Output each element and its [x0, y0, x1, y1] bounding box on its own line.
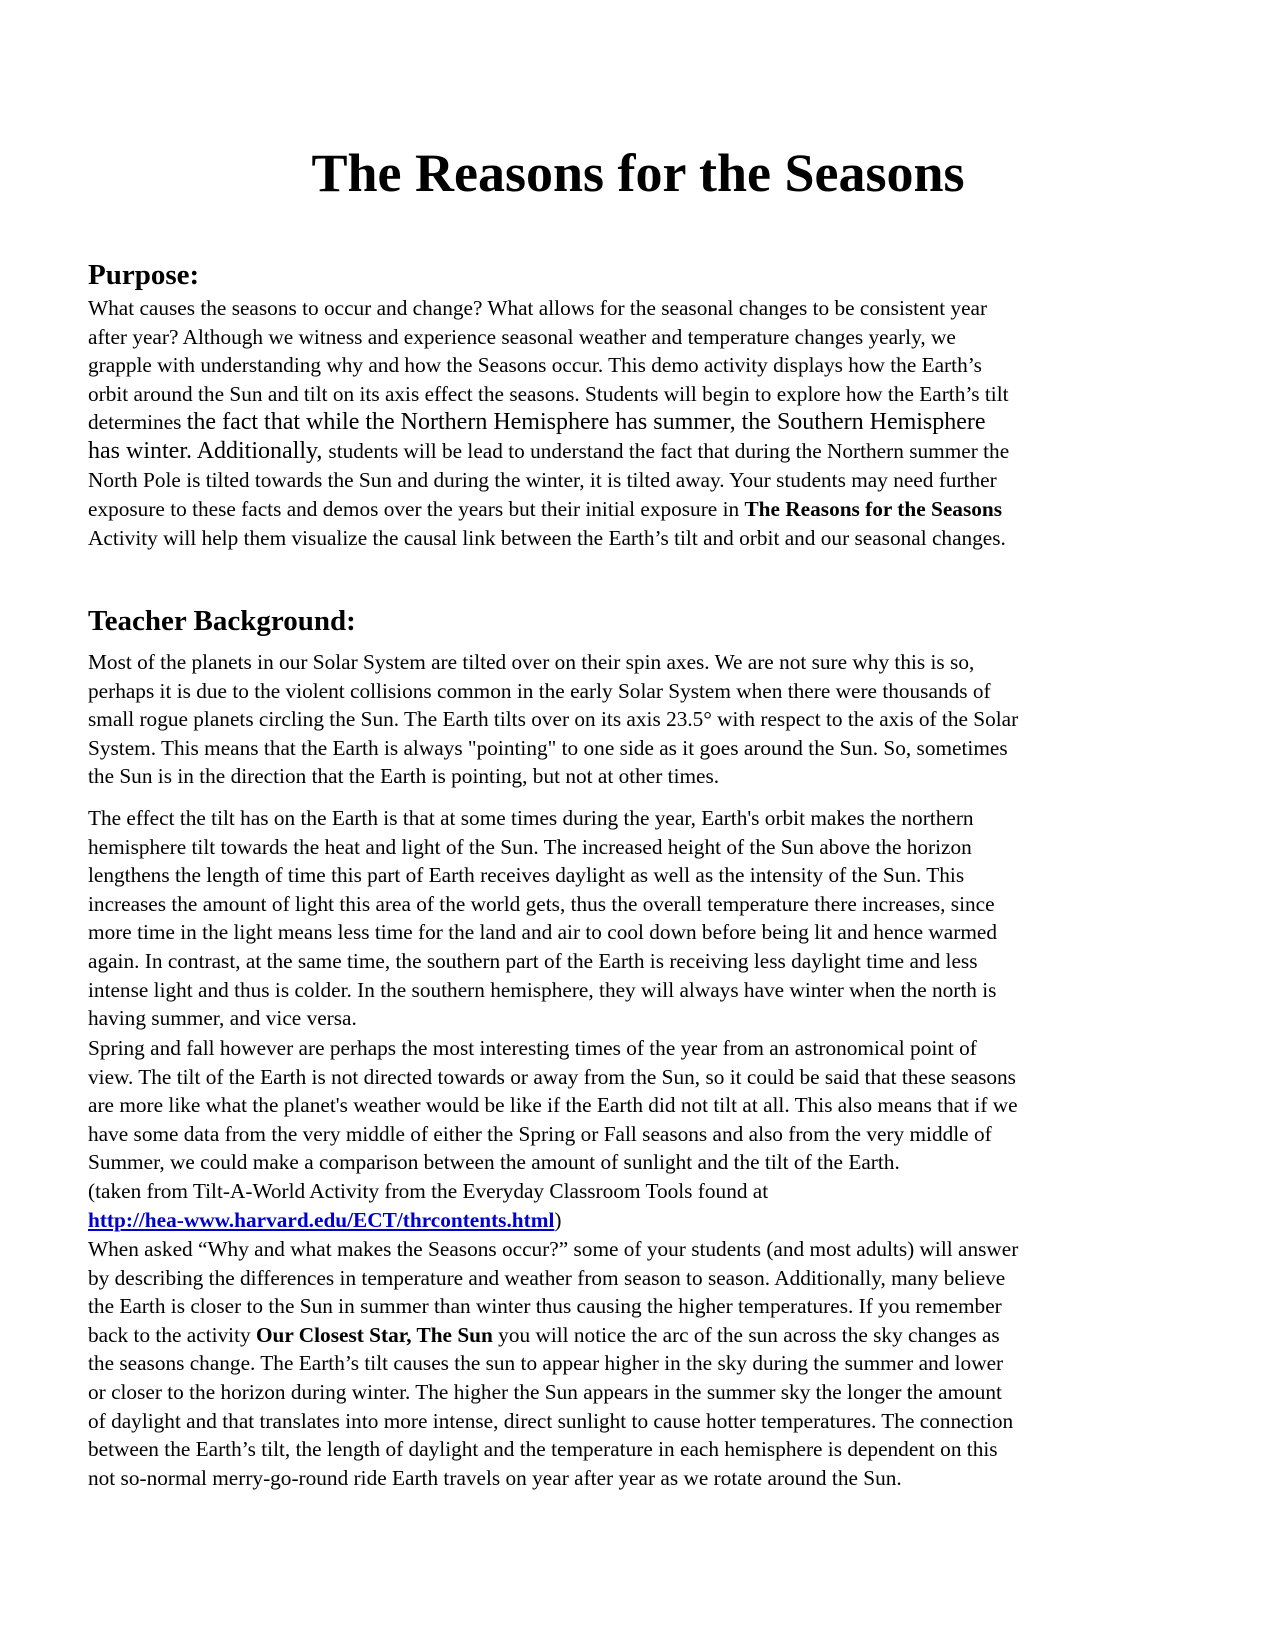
text-line: lengthens the length of time this part of Earth receives daylight as well as the intensity of the Sun. This	[88, 863, 965, 888]
text-line	[88, 437, 1188, 466]
text-line: hemisphere tilt towards the heat and light of the Sun. The increased height of the Sun above the horizon	[88, 834, 972, 859]
text-span: you will notice the arc of the sun across the sky changes as	[492, 1322, 1000, 1347]
purpose-heading: Purpose:	[88, 259, 200, 291]
text-line: having summer, and vice versa.	[88, 1006, 357, 1031]
text-line: orbit around the Sun and tilt on its axis effect the seasons. Students will begin to explore how the Earth’s tilt	[88, 381, 1009, 406]
text-line: What causes the seasons to occur and change? What allows for the seasonal changes to be consistent year	[88, 296, 988, 320]
purpose-paragraph	[88, 294, 1188, 552]
text-line: small rogue planets circling the Sun. The Earth tilts over on its axis 23.5° with respect to the axis of the Solar	[88, 707, 1019, 732]
text-line: the Earth is closer to the Sun in summer than winter thus causing the higher temperatures. If you remember	[88, 1294, 1002, 1319]
text-line	[88, 1321, 1188, 1350]
page-title: The Reasons for the Seasons	[311, 143, 965, 203]
background-paragraph-2	[88, 804, 1188, 1033]
text-line: the Sun is in the direction that the Earth is pointing, but not at other times.	[88, 764, 720, 789]
text-span: determines	[88, 410, 187, 435]
teacher-background-heading: Teacher Background:	[88, 605, 356, 637]
activity-name-bold: Our Closest Star, The Sun	[255, 1322, 493, 1347]
text-line: Spring and fall however are perhaps the most interesting times of the year from an astronomical point of	[88, 1036, 977, 1060]
text-line: not so-normal merry-go-round ride Earth travels on year after year as we rotate around the Sun.	[88, 1465, 902, 1490]
text-line: the seasons change. The Earth’s tilt causes the sun to appear higher in the sky during the summer and lower	[88, 1351, 1004, 1376]
text-span: )	[554, 1207, 562, 1232]
text-line: between the Earth’s tilt, the length of daylight and the temperature in each hemisphere is dependent on this	[88, 1437, 998, 1462]
text-span: students will be lead to understand the fact that during the Northern summer the	[328, 439, 1010, 464]
text-line: view. The tilt of the Earth is not directed towards or away from the Sun, so it could be said that these seasons	[88, 1064, 1016, 1089]
text-line	[88, 495, 1188, 524]
text-line: Activity will help them visualize the causal link between the Earth’s tilt and orbit and our seasonal changes.	[88, 525, 1006, 550]
text-line: by describing the differences in temperature and weather from season to season. Additionally, many believe	[88, 1265, 1006, 1290]
text-line: When asked “Why and what makes the Seasons occur?” some of your students (and most adults) will answer	[88, 1237, 1019, 1261]
text-line: The effect the tilt has on the Earth is that at some times during the year, Earth's orbit makes the northern	[88, 806, 974, 830]
text-line: grapple with understanding why and how the Seasons occur. This demo activity displays how the Earth’s	[88, 353, 982, 378]
text-line: increases the amount of light this area of the world gets, thus the overall temperature there increases, since	[88, 891, 995, 916]
text-span: exposure to these facts and demos over the years but their initial exposure in	[88, 496, 745, 521]
text-line: are more like what the planet's weather would be like if the Earth did not tilt at all. This also means that if we	[88, 1093, 1018, 1118]
text-line: Summer, we could make a comparison between the amount of sunlight and the tilt of the Earth.	[88, 1150, 900, 1175]
source-link[interactable]: http://hea-www.harvard.edu/ECT/thrcontents.html	[88, 1207, 555, 1232]
text-line: Most of the planets in our Solar System are tilted over on their spin axes. We are not sure why this is so,	[88, 650, 975, 674]
text-line: again. In contrast, at the same time, the southern part of the Earth is receiving less daylight time and less	[88, 948, 978, 973]
text-line	[88, 408, 1188, 437]
text-line: or closer to the horizon during winter. The higher the Sun appears in the summer sky the longer the amount	[88, 1379, 1002, 1404]
text-line: North Pole is tilted towards the Sun and during the winter, it is tilted away. Your students may need further	[88, 468, 997, 493]
text-line: after year? Although we witness and experience seasonal weather and temperature changes yearly, we	[88, 324, 956, 349]
text-line: intense light and thus is colder. In the southern hemisphere, they will always have winter when the north is	[88, 977, 997, 1002]
text-line: (taken from Tilt-A-World Activity from the Everyday Classroom Tools found at	[88, 1178, 769, 1203]
background-paragraph-4	[88, 1235, 1188, 1492]
background-paragraph-1	[88, 648, 1188, 791]
text-line: more time in the light means less time for the land and air to cool down before being lit and hence warmed	[88, 920, 997, 945]
activity-name-bold: The Reasons for the Seasons	[744, 496, 1003, 521]
text-span: back to the activity	[88, 1322, 256, 1347]
text-line: perhaps it is due to the violent collisions common in the early Solar System when there were thousands of	[88, 678, 991, 703]
text-line: have some data from the very middle of either the Spring or Fall seasons and also from the very middle of	[88, 1121, 992, 1146]
text-line	[88, 1206, 1188, 1235]
text-line: System. This means that the Earth is always "pointing" to one side as it goes around the Sun. So, sometimes	[88, 735, 1008, 760]
text-span-large: the fact that while the Northern Hemisphere has summer, the Southern Hemisphere	[186, 409, 986, 436]
text-span-large: has winter. Additionally,	[88, 438, 329, 465]
text-line: of daylight and that translates into more intense, direct sunlight to cause hotter temperatures. The connection	[88, 1408, 1014, 1433]
background-paragraph-3	[88, 1034, 1188, 1234]
